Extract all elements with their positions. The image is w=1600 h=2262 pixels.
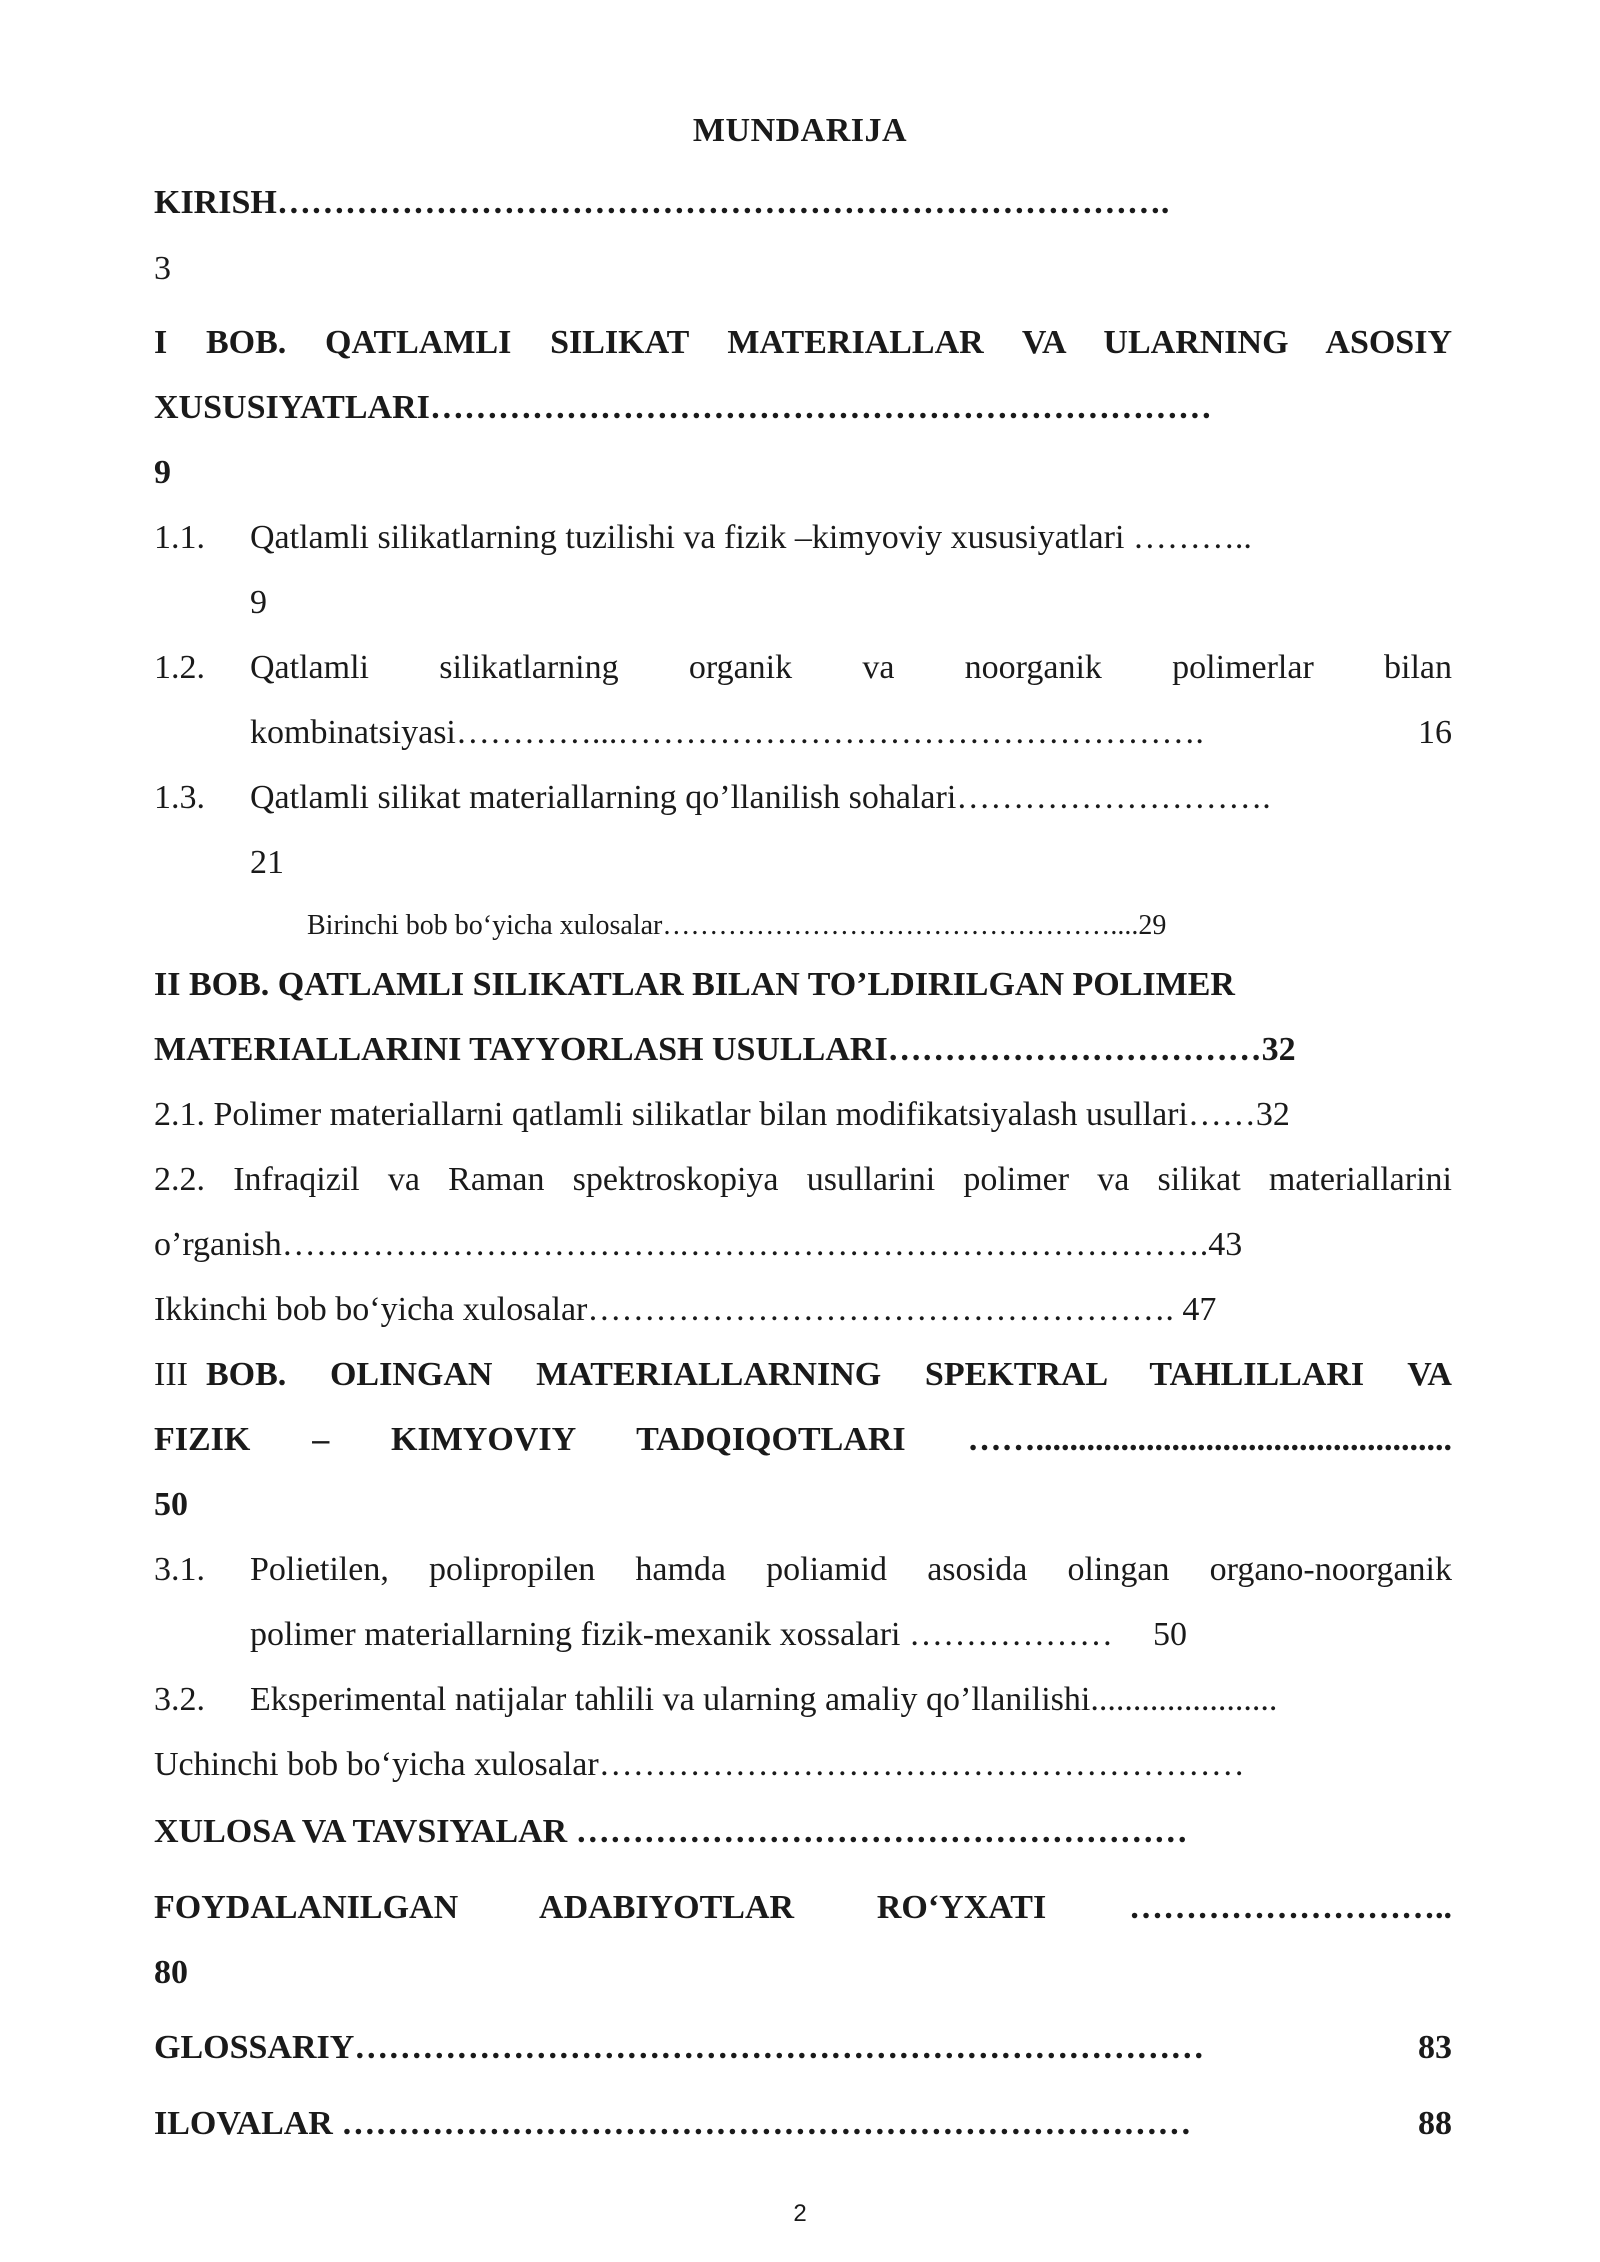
toc-section-3-2 <box>154 1680 1452 1720</box>
toc-section-3-1-cont <box>250 1615 1452 1655</box>
section-number: 3.1. <box>154 1551 205 1588</box>
toc-xulosa-3: Uchinchi bob bo‘yicha xulosalar………………………………………………… <box>154 1746 1245 1783</box>
page-title: MUNDARIJA <box>692 112 908 149</box>
section-title-line2: kombinatsiyasi…………...……………………………………………. <box>250 714 1204 751</box>
toc-kirish-page: 3 <box>154 250 171 287</box>
toc-bob3-line1 <box>154 1355 1452 1395</box>
entry-title: ILOVALAR ………………………………………………………………… <box>154 2105 1192 2142</box>
toc-bob3-line2: FIZIK – KIMYOVIY TADQIQOTLARI ……................................................. <box>154 1421 1452 1458</box>
toc-adabiyotlar: FOYDALANILGAN ADABIYOTLAR RO‘YXATI ……………………….. <box>154 1889 1452 1926</box>
toc-bob2-line1: II BOB. QATLAMLI SILIKATLAR BILAN TO’LDIRILGAN POLIMER <box>154 966 1235 1003</box>
section-title: Eksperimental natijalar tahlili va ularning amaliy qo’llanilishi...................... <box>250 1681 1278 1718</box>
toc-section-3-1 <box>154 1550 1452 1590</box>
bob3-prefix: III <box>154 1356 188 1393</box>
toc-bob1-line1: I BOB. QATLAMLI SILIKAT MATERIALLAR VA ULARNING ASOSIY <box>154 324 1452 361</box>
section-number: 1.2. <box>154 649 205 686</box>
toc-bob1-line2: XUSUSIYATLARI…………………………………………………………… <box>154 389 1212 426</box>
entry-title: GLOSSARIY………………………………………………………………… <box>154 2029 1205 2066</box>
toc-section-2-2-line1: 2.2. Infraqizil va Raman spektroskopiya usullarini polimer va silikat materiallarini <box>154 1161 1452 1198</box>
page-number: 2 <box>793 2200 807 2227</box>
section-number: 1.1. <box>154 519 205 556</box>
toc-section-2-2-line2: o’rganish……………………………………………………………………….43 <box>154 1226 1243 1263</box>
section-page: 50 <box>1153 1616 1187 1653</box>
section-title-line1: Polietilen, polipropilen hamda poliamid asosida olingan organo-noorganik <box>250 1551 1452 1588</box>
toc-bob1-page: 9 <box>154 454 171 491</box>
section-title-line1: Qatlamli silikatlarning organik va noorganik polimerlar bilan <box>250 649 1452 686</box>
toc-kirish: KIRISH……………………………………………………………………. <box>154 184 1170 221</box>
toc-section-1-3 <box>154 778 1452 818</box>
toc-adabiyotlar-page: 80 <box>154 1954 188 1991</box>
entry-page: 88 <box>1418 2105 1452 2142</box>
entry-page: 83 <box>1418 2029 1452 2066</box>
section-number: 1.3. <box>154 779 205 816</box>
toc-bob3-page: 50 <box>154 1486 188 1523</box>
toc-bob2-line2: MATERIALLARINI TAYYORLASH USULLARI……………………………32 <box>154 1031 1296 1068</box>
toc-xulosa-va-tavsiyalar: XULOSA VA TAVSIYALAR ……………………………………………… <box>154 1813 1188 1850</box>
toc-xulosa-1: Birinchi bob bo‘yicha xulosalar…………………………………………....29 <box>307 910 1167 941</box>
toc-section-1-1 <box>154 518 1452 558</box>
toc-ilovalar <box>154 2104 1452 2144</box>
section-page: 16 <box>1418 714 1452 751</box>
section-number: 3.2. <box>154 1681 205 1718</box>
toc-section-2-1: 2.1. Polimer materiallarni qatlamli silikatlar bilan modifikatsiyalash usullari……32 <box>154 1096 1290 1133</box>
section-title: Qatlamli silikat materiallarning qo’llanilish sohalari………………………. <box>250 779 1271 816</box>
bob3-title-line1: BOB. OLINGAN MATERIALLARNING SPEKTRAL TAHLILLARI VA <box>205 1356 1452 1393</box>
toc-section-1-3-page: 21 <box>250 844 284 881</box>
toc-glossariy <box>154 2028 1452 2068</box>
section-title-line2: polimer materiallarning fizik-mexanik xossalari ……………… <box>250 1616 1113 1653</box>
toc-section-1-2-cont <box>250 713 1452 753</box>
toc-section-1-2 <box>154 648 1452 688</box>
section-title: Qatlamli silikatlarning tuzilishi va fizik –kimyoviy xususiyatlari ……….. <box>250 519 1252 556</box>
toc-section-1-1-page: 9 <box>250 584 267 621</box>
toc-xulosa-2: Ikkinchi bob bo‘yicha xulosalar……………………………………………. 47 <box>154 1291 1217 1328</box>
